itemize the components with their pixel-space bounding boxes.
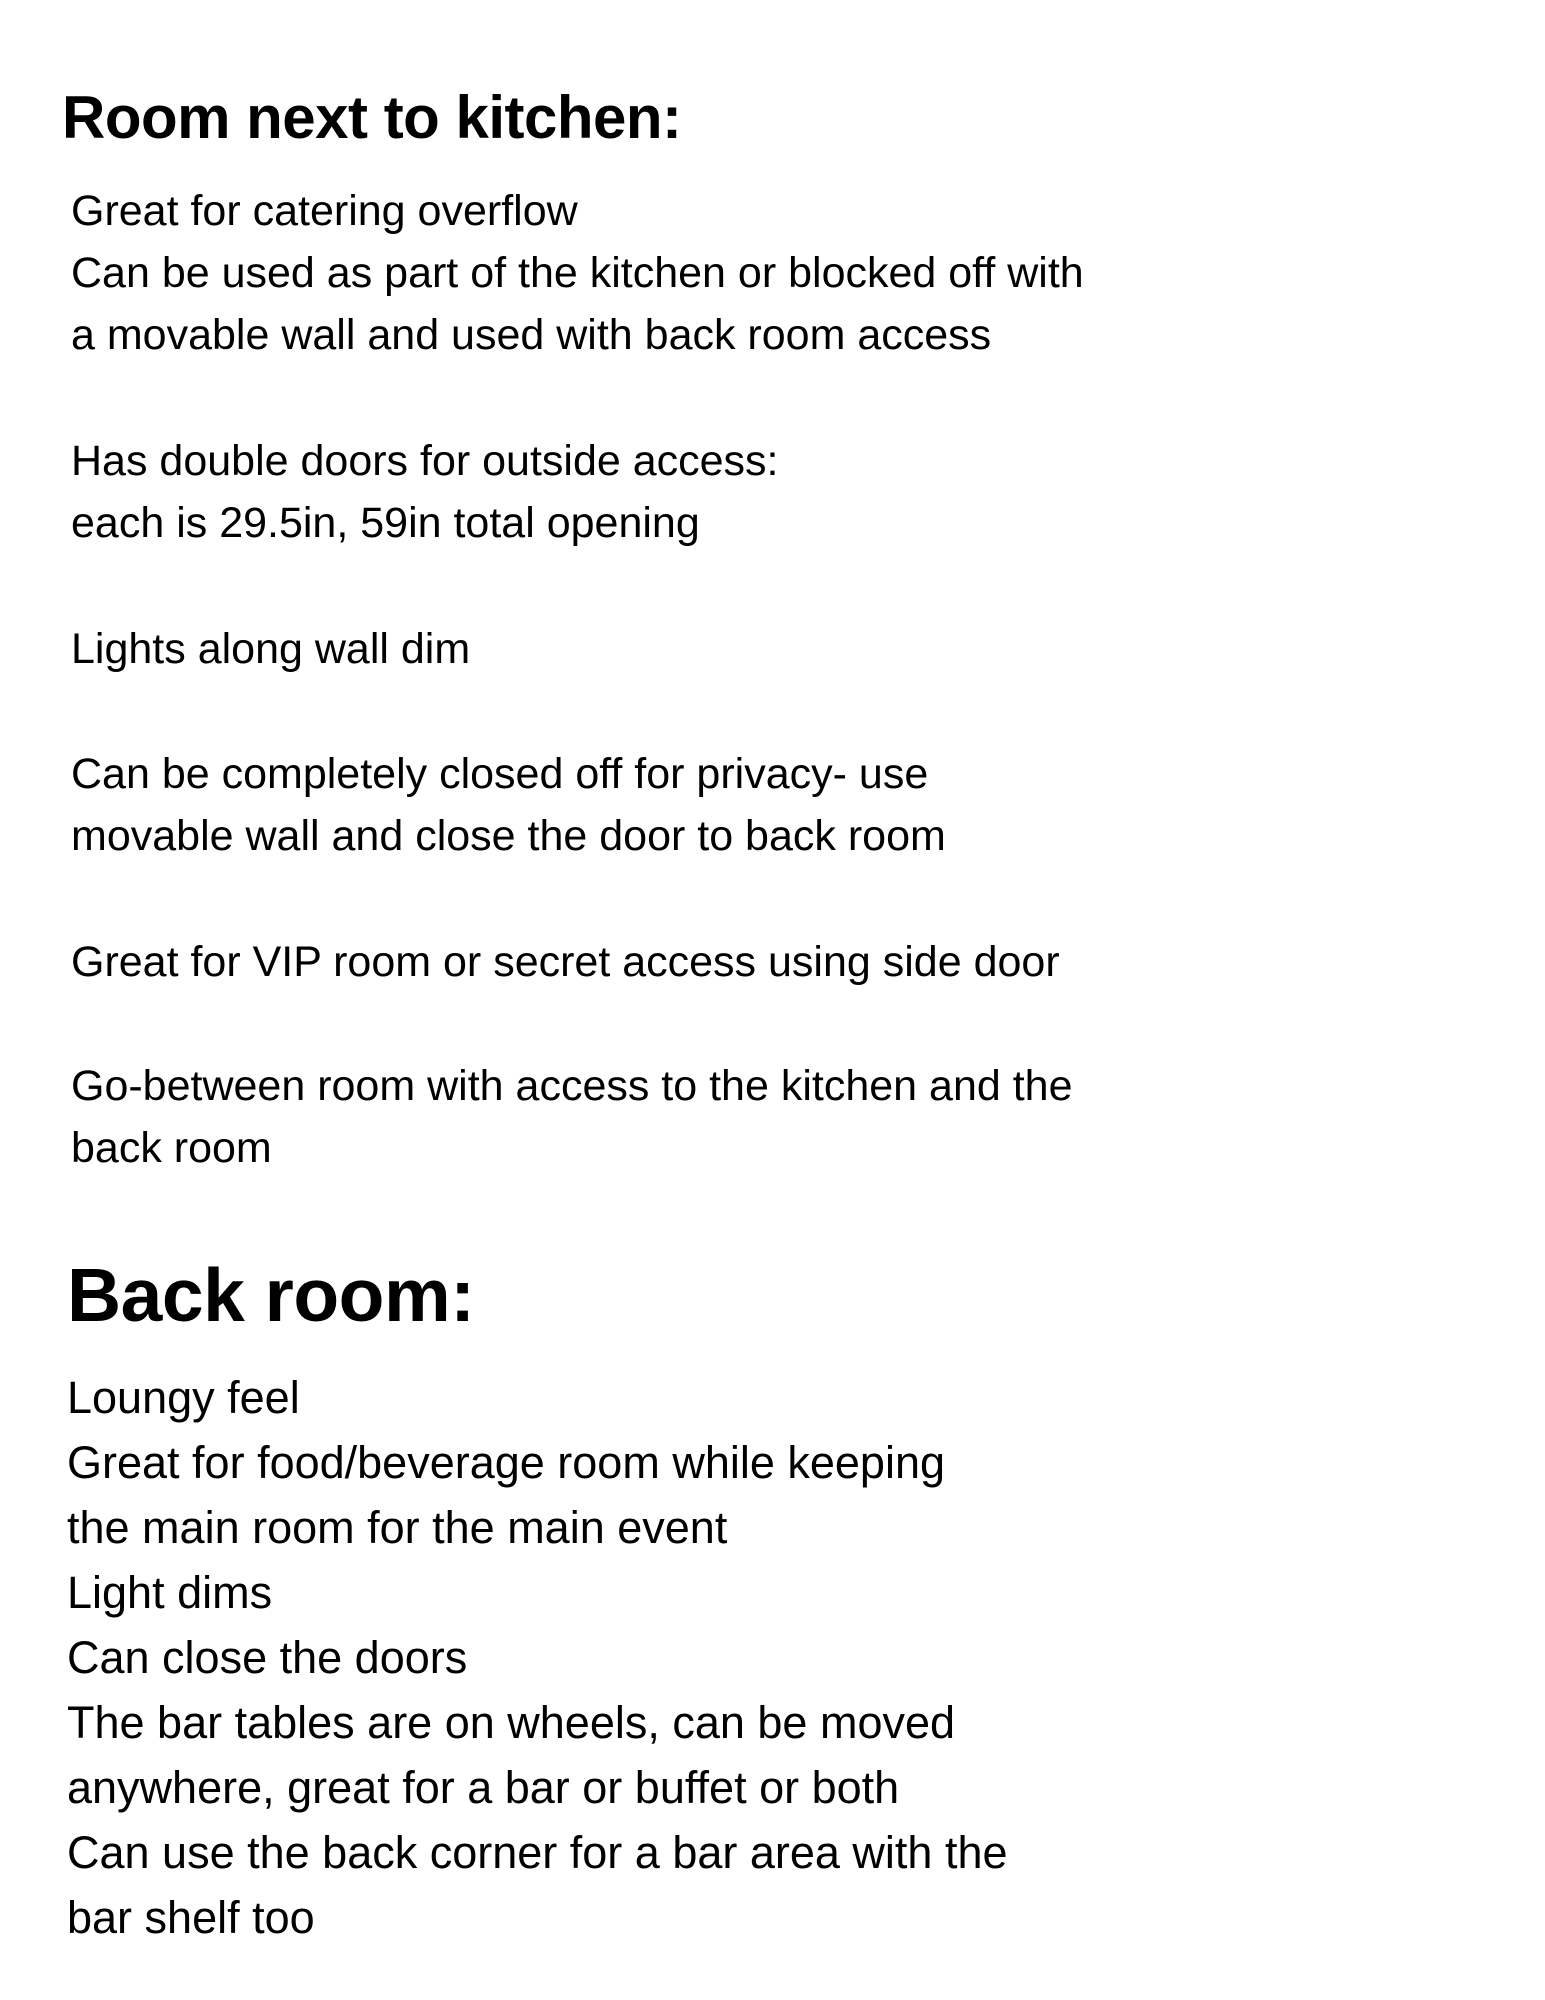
text-line: movable wall and close the door to back room [71,812,946,860]
text-line: Can use the back corner for a bar area with the [67,1827,1008,1878]
text-line: Can be completely closed off for privacy- use [71,750,929,798]
text-line: The bar tables are on wheels, can be moved [67,1697,956,1748]
text-line: bar shelf too [67,1892,315,1943]
text-line: anywhere, great for a bar or buffet or both [67,1762,900,1813]
paragraph-go-between [71,1055,1073,1179]
text-line: Can be used as part of the kitchen or blocked off with [71,249,1084,297]
section-title-back-room: Back room: [67,1253,475,1337]
text-line: a movable wall and used with back room access [71,311,992,359]
text-line: Great for food/beverage room while keeping [67,1437,946,1488]
text-line: back room [71,1124,272,1172]
paragraph-catering [71,180,1084,366]
paragraph-lights [71,618,470,680]
text-line: Great for VIP room or secret access using side door [71,938,1060,986]
paragraph-vip [71,931,1060,993]
text-line: Loungy feel [67,1372,300,1423]
paragraph-privacy [71,743,946,867]
text-line: Lights along wall dim [71,625,471,673]
text-line: each is 29.5in, 59in total opening [71,499,700,547]
text-line: Go-between room with access to the kitchen and the [71,1062,1073,1110]
text-line: Light dims [67,1567,273,1618]
text-line: Can close the doors [67,1632,468,1683]
back-room-description [67,1365,1008,1950]
section-title-room-next-to-kitchen: Room next to kitchen: [62,84,682,151]
text-line: the main room for the main event [67,1502,728,1553]
text-line: Has double doors for outside access: [71,437,779,485]
text-line: Great for catering overflow [71,187,578,235]
paragraph-double-doors [71,430,779,554]
